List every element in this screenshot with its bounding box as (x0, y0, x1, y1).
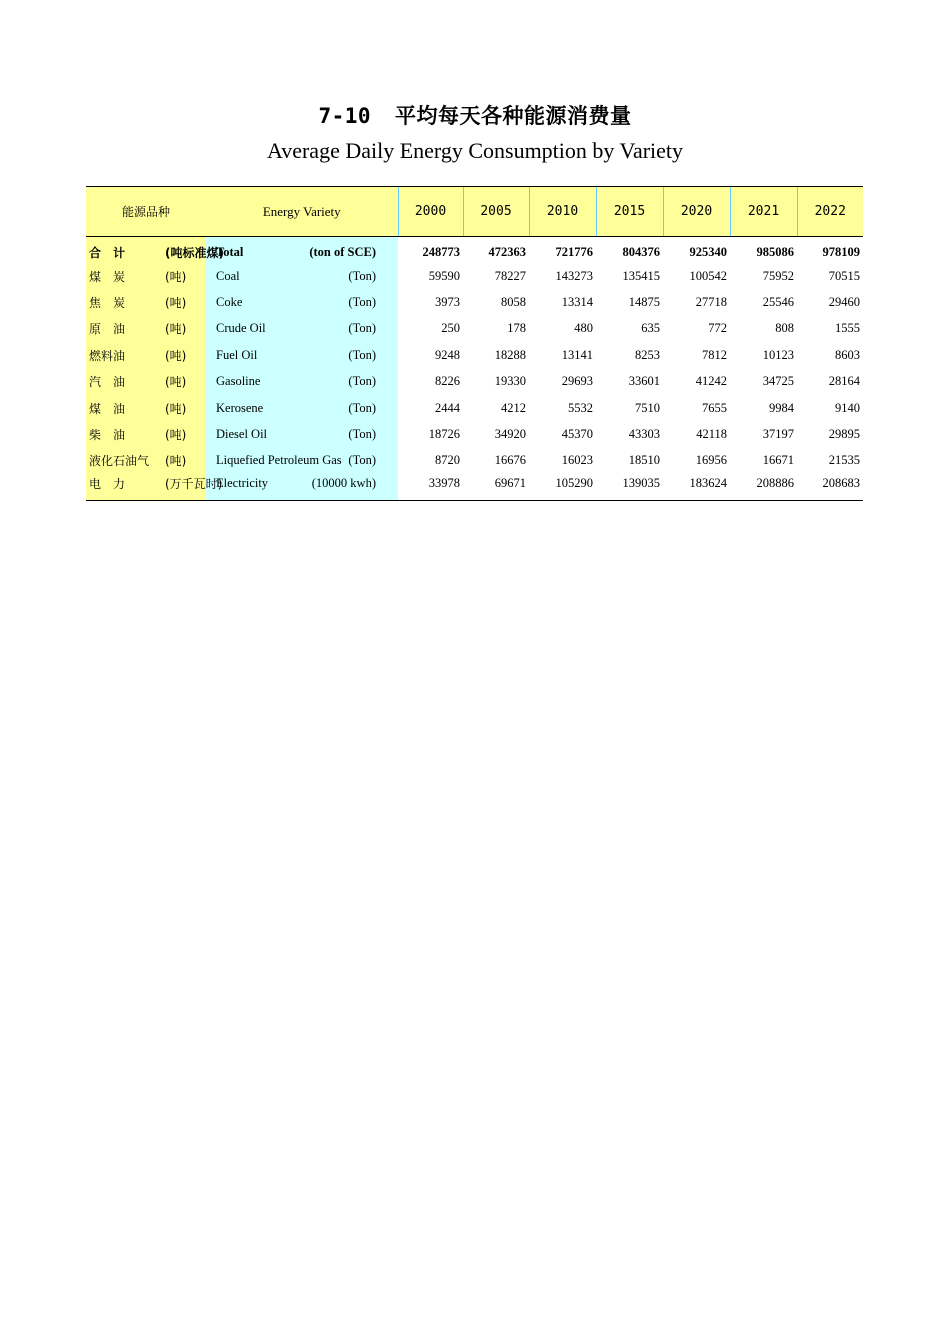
value-cell: 21535 (828, 453, 860, 468)
variety-name-zh: 合 计 (89, 246, 126, 261)
variety-name-en: Electricity (216, 476, 269, 491)
value-cell: 28164 (828, 374, 860, 389)
variety-name-en: Diesel Oil (216, 426, 268, 441)
variety-name-en: Coke (216, 294, 243, 309)
variety-name-zh: 煤 炭 (89, 269, 126, 284)
value-cell: 248773 (422, 245, 460, 260)
row-label-zh (86, 316, 206, 342)
value-cell: 178 (507, 321, 526, 336)
table-row (86, 342, 863, 368)
variety-unit-en: (Ton) (348, 400, 376, 415)
table-row (86, 289, 863, 315)
variety-name-en: Gasoline (216, 374, 261, 389)
value-cell: 139035 (622, 476, 660, 491)
value-cell: 135415 (622, 268, 660, 283)
value-cell: 13141 (561, 347, 593, 362)
table-row (86, 237, 863, 263)
value-cell: 16671 (762, 453, 794, 468)
value-cell: 8603 (835, 347, 860, 362)
value-cell: 105290 (555, 476, 593, 491)
value-cell: 985086 (756, 245, 794, 260)
value-cell: 8226 (435, 374, 460, 389)
variety-name-zh: 燃料油 (89, 348, 126, 363)
variety-unit-zh: (吨) (165, 295, 187, 310)
value-cell: 7812 (702, 347, 727, 362)
value-cell: 18288 (494, 347, 526, 362)
row-label-zh (86, 421, 206, 447)
value-cell: 9984 (769, 400, 794, 415)
variety-unit-en: (Ton) (348, 347, 376, 362)
value-cell: 34725 (762, 374, 794, 389)
variety-unit-zh: (吨) (165, 269, 187, 284)
energy-table (86, 186, 863, 501)
value-cell: 208683 (822, 476, 860, 491)
row-label-en (206, 395, 398, 421)
page-title-en: Average Daily Energy Consumption by Variety (266, 138, 684, 163)
variety-name-zh: 原 油 (89, 322, 126, 337)
variety-unit-zh: (吨) (165, 375, 187, 390)
value-cell: 978109 (822, 245, 860, 260)
variety-name-zh: 煤 油 (89, 401, 126, 416)
table-row (86, 368, 863, 394)
value-cell: 808 (775, 321, 794, 336)
value-cell: 721776 (555, 245, 593, 260)
variety-unit-en: (Ton) (348, 426, 376, 441)
variety-name-zh: 液化石油气 (89, 454, 150, 469)
variety-unit-zh: (吨) (165, 427, 187, 442)
header-year: 2021 (730, 187, 797, 237)
variety-unit-zh: (吨) (165, 322, 187, 337)
value-cell: 10123 (762, 347, 794, 362)
value-cell: 16023 (561, 453, 593, 468)
value-cell: 250 (441, 321, 460, 336)
variety-name-en: Kerosene (216, 400, 264, 415)
value-cell: 33601 (628, 374, 660, 389)
variety-unit-zh: (吨) (165, 401, 187, 416)
header-year: 2022 (797, 187, 863, 237)
table-row (86, 395, 863, 421)
row-label-zh (86, 448, 206, 474)
value-cell: 33978 (428, 476, 460, 491)
variety-unit-en: (10000 kwh) (311, 476, 376, 491)
table-row (86, 316, 863, 342)
value-cell: 41242 (695, 374, 727, 389)
value-cell: 183624 (689, 476, 727, 491)
value-cell: 59590 (428, 268, 460, 283)
title-zh-text: 平均每天各种能源消费量 (395, 104, 632, 128)
header-year: 2005 (463, 187, 529, 237)
value-cell: 69671 (494, 476, 526, 491)
value-cell: 8058 (501, 294, 526, 309)
variety-name-en: Total (216, 245, 244, 260)
value-cell: 34920 (494, 426, 526, 441)
row-label-zh (86, 342, 206, 368)
value-cell: 1555 (835, 321, 860, 336)
row-label-en (206, 474, 398, 500)
value-cell: 25546 (762, 294, 794, 309)
page-title-zh (0, 100, 950, 130)
row-label-en (206, 316, 398, 342)
value-cell: 16676 (494, 453, 526, 468)
row-label-zh (86, 237, 224, 263)
value-cell: 2444 (435, 400, 460, 415)
variety-unit-zh: (万千瓦时) (165, 477, 223, 492)
variety-unit-en: (Ton) (348, 321, 376, 336)
variety-name-zh: 柴 油 (89, 427, 126, 442)
value-cell: 14875 (628, 294, 660, 309)
header-variety-en: Energy Variety (206, 187, 398, 237)
row-label-en (206, 289, 398, 315)
value-cell: 208886 (756, 476, 794, 491)
header-year: 2010 (529, 187, 596, 237)
variety-name-zh: 焦 炭 (89, 295, 126, 310)
value-cell: 804376 (622, 245, 660, 260)
value-cell: 7655 (702, 400, 727, 415)
value-cell: 42118 (696, 426, 727, 441)
row-label-en (206, 342, 398, 368)
value-cell: 18510 (628, 453, 660, 468)
value-cell: 925340 (689, 245, 727, 260)
table-row (86, 263, 863, 289)
variety-name-en: Coal (216, 268, 240, 283)
value-cell: 472363 (488, 245, 526, 260)
value-cell: 18726 (428, 426, 460, 441)
value-cell: 635 (641, 321, 660, 336)
value-cell: 78227 (494, 268, 526, 283)
value-cell: 37197 (762, 426, 794, 441)
value-cell: 70515 (828, 268, 860, 283)
value-cell: 16956 (695, 453, 727, 468)
row-label-en (206, 237, 398, 263)
value-cell: 9248 (435, 347, 460, 362)
header-row (86, 187, 863, 237)
value-cell: 7510 (635, 400, 660, 415)
table-body (86, 237, 863, 501)
value-cell: 100542 (689, 268, 727, 283)
value-cell: 143273 (555, 268, 593, 283)
table-row (86, 421, 863, 447)
value-cell: 29895 (828, 426, 860, 441)
value-cell: 29693 (561, 374, 593, 389)
variety-unit-zh: (吨) (165, 348, 187, 363)
variety-unit-en: (Ton) (348, 374, 376, 389)
table-row (86, 448, 863, 474)
header-variety-zh: 能源品种 (86, 187, 206, 237)
variety-unit-zh: (吨) (165, 454, 187, 469)
variety-name-zh: 电 力 (89, 477, 126, 492)
value-cell: 43303 (628, 426, 660, 441)
row-label-en (206, 421, 398, 447)
variety-name-en: Fuel Oil (216, 347, 258, 362)
header-year: 2020 (663, 187, 730, 237)
row-label-zh (86, 395, 206, 421)
value-cell: 9140 (835, 400, 860, 415)
value-cell: 45370 (561, 426, 593, 441)
variety-name-en: Liquefied Petroleum Gas (216, 453, 342, 468)
value-cell: 8720 (435, 453, 460, 468)
row-label-en (206, 263, 398, 289)
value-cell: 75952 (762, 268, 794, 283)
variety-name-zh: 汽 油 (89, 375, 126, 390)
variety-name-en: Crude Oil (216, 321, 266, 336)
value-cell: 8253 (635, 347, 660, 362)
header-year: 2000 (398, 187, 463, 237)
value-cell: 19330 (494, 374, 526, 389)
value-cell: 13314 (561, 294, 593, 309)
value-cell: 480 (574, 321, 593, 336)
row-label-en (206, 448, 398, 474)
row-label-zh (86, 368, 206, 394)
header-year: 2015 (596, 187, 663, 237)
row-label-zh (86, 474, 223, 500)
row-label-en (206, 368, 398, 394)
value-cell: 27718 (695, 294, 727, 309)
variety-unit-en: (Ton) (348, 268, 376, 283)
value-cell: 3973 (435, 294, 460, 309)
value-cell: 29460 (828, 294, 860, 309)
variety-unit-en: (Ton) (348, 294, 376, 309)
row-label-zh (86, 263, 206, 289)
value-cell: 772 (708, 321, 727, 336)
value-cell: 4212 (501, 400, 526, 415)
variety-unit-zh: (吨标准煤) (165, 246, 224, 261)
row-label-zh (86, 289, 206, 315)
table-row (86, 474, 863, 500)
variety-unit-en: (ton of SCE) (309, 245, 376, 260)
variety-unit-en: (Ton) (348, 453, 376, 468)
table-number: 7-10 (318, 104, 372, 128)
value-cell: 5532 (568, 400, 593, 415)
